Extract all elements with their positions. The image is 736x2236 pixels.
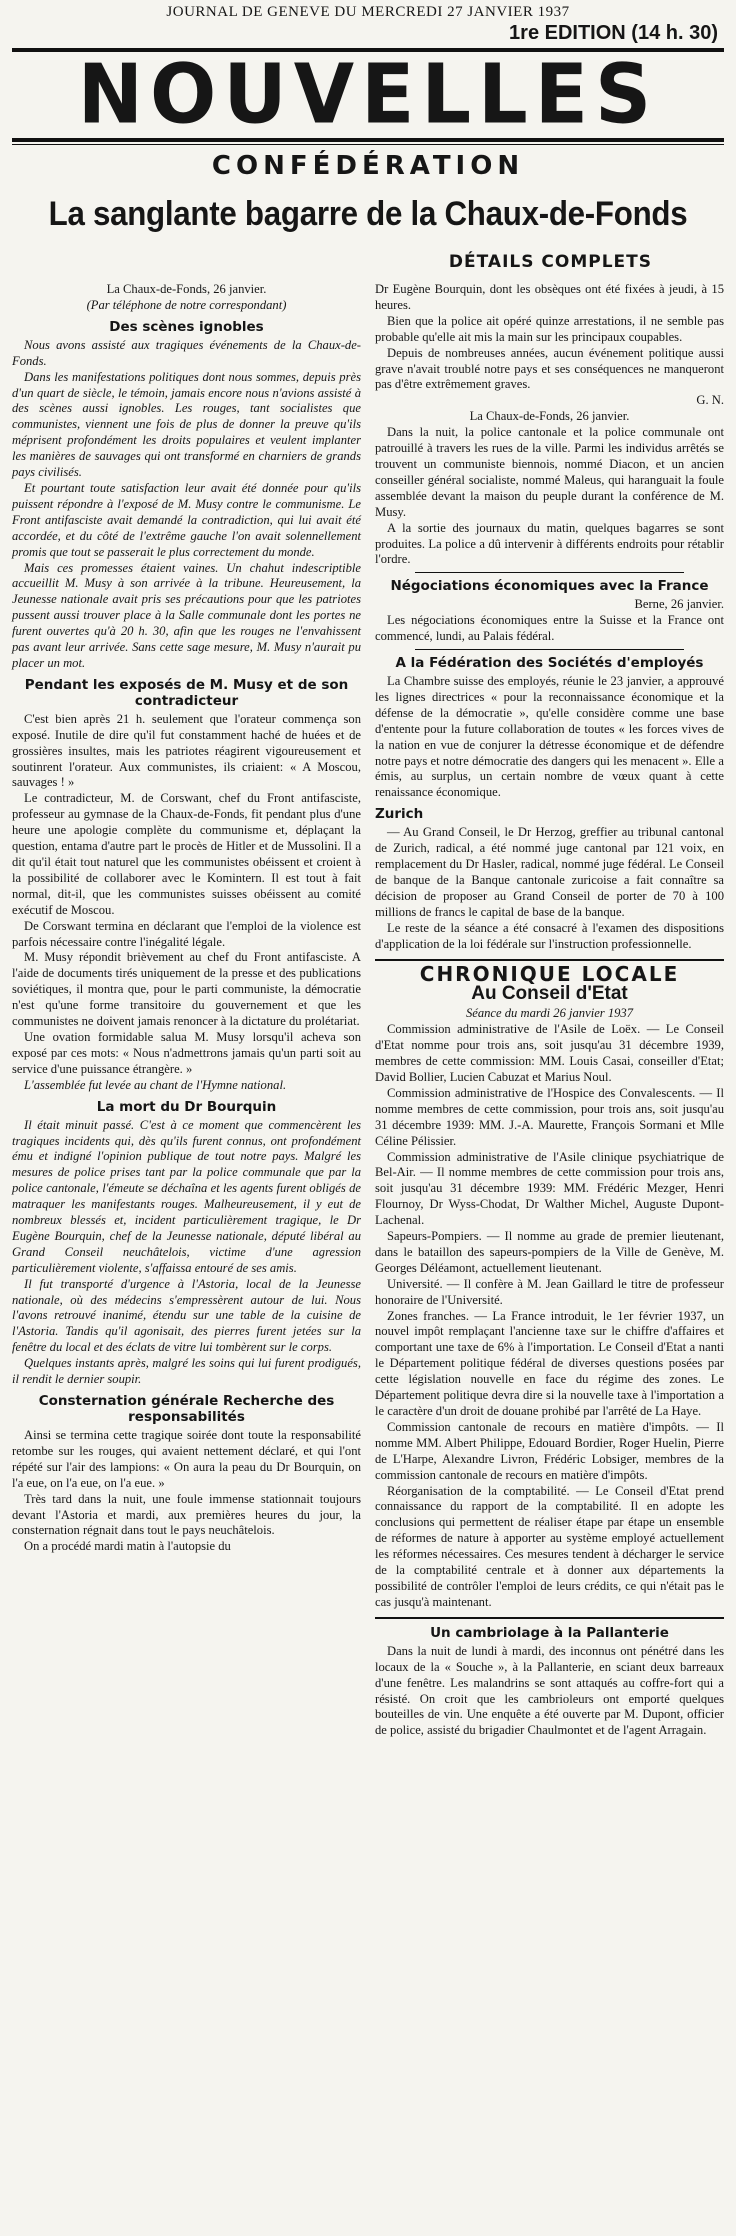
paragraph: A la sortie des journaux du matin, quelques bagarres se sont produites. La police a dû intervenir à différents endroits pour rétablir l'ordre.	[375, 520, 724, 567]
paragraph: Dans la nuit de lundi à mardi, des inconnus ont pénétré dans les locaux de la « Souche », à la Pallanterie, en sciant deux barreaux d'une fenêtre. Les malandrins se sont attaqués au coffre-fort qui a résisté. On croit que les cambrioleurs ont emporté quelques bouteilles de vin. Une enquête a été ouverte par M. Dupont, officier de police, assisté du brigadier Chaulmontet et de l'agent Arragain.	[375, 1643, 724, 1738]
paragraph: Bien que la police ait opéré quinze arrestations, il ne semble pas probable qu'elle ait mis la main sur les principaux coupables.	[375, 313, 724, 344]
paragraph: Nous avons assisté aux tragiques événements de la Chaux-de-Fonds.	[12, 337, 361, 368]
subsection-title: CONFÉDÉRATION	[211, 151, 525, 181]
left-column	[12, 282, 361, 1739]
column-headline: Au Conseil d'Etat	[471, 983, 628, 1005]
paragraph: Les négociations économiques entre la Suisse et la France ont commencé, lundi, au Palais fédéral.	[375, 613, 724, 644]
paragraph: Commission administrative de l'Asile clinique psychiatrique de Bel-Air. — Il nomme membres de cette commission pour trois ans, soit jusqu'au 31 décembre 1939: MM. Frédéric Mezger, Henri Flournoy, Dr Wyss-Chodat, Dr Walther Michel, Auguste Dupont-Lachenal.	[375, 1149, 724, 1228]
paragraph: La Chambre suisse des employés, réunie le 23 janvier, a approuvé les lignes directrices « pour la reconnaissance économique et la défense de la démocratie », qu'elle considère comme une base d'entente pour la future collaboration de toutes « les forces vives de la nation en vue de conjurer la détresse économique et de défendre notre pays et notre démocratie des dangers qui les menacent ». Elle a émis, au surplus, un certain nombre de vœux quant à cette renaissance économique.	[375, 674, 724, 800]
paragraph: — Au Grand Conseil, le Dr Herzog, greffier au tribunal cantonal de Zurich, radical, a été nommé juge cantonal par 121 voix, en remplacement du Dr Hasler, radical, nommé juge fédéral. Le Conseil de banque de la Banque cantonale zuricoise a fait connaître sa décision de proposer au Grand Conseil de porter de 70 à 100 millions de francs le capital de base de la banque.	[375, 825, 724, 919]
separator	[375, 959, 724, 961]
paragraph: Sapeurs-Pompiers. — Il nomme au grade de premier lieutenant, dans le bataillon des sapeurs-pompiers de la Ville de Genève, M. Georges Déléamont, actuellement lieutenant.	[375, 1229, 724, 1275]
right-column	[375, 282, 724, 1739]
masthead: JOURNAL DE GENEVE DU MERCREDI 27 JANVIER 1937	[166, 4, 570, 20]
headline: La sanglante bagarre de la Chaux-de-Fonds	[48, 195, 688, 233]
section-rule-thin	[12, 144, 724, 145]
section-title: NOUVELLES	[77, 47, 659, 143]
article-columns	[12, 282, 724, 1739]
subheading: Zurich	[375, 806, 424, 823]
paragraph: Commission administrative de l'Hospice des Convalescents. — Il nomme membres de cette commission, pour trois ans, soit jusqu'au 31 décembre 1939: MM. J.-A. Maurette, François Sormani et Mlle Céline Pélissier.	[375, 1085, 724, 1148]
paragraph: Depuis de nombreuses années, aucun événement politique aussi grave n'avait troublé notre pays et ses conséquences ne manqueront pas d'être extrêmement graves.	[375, 345, 724, 392]
paragraph: Université. — Il confère à M. Jean Gaillard le titre de professeur honoraire de l'Université.	[375, 1276, 724, 1307]
subheading: Un cambriolage à la Pallanterie	[430, 1624, 669, 1641]
paragraph: Le reste de la séance a été consacré à l'examen des dispositions d'application de la loi fédérale sur l'instruction professionnelle.	[375, 920, 724, 951]
paragraph: Ainsi se termina cette tragique soirée dont toute la responsabilité retombe sur les rouges, qui avaient nettement déclaré, et qui l'ont répété sur l'air des lampions: « On aura la peau du Dr Bourquin, on l'a eue, on l'a eue, on l'a eue. »	[12, 1428, 361, 1490]
paragraph: Dans les manifestations politiques dont nous sommes, depuis près d'un quart de siècle, le témoin, jamais encore nous n'avions assisté à des scènes aussi ignobles. Les rouges, tant socialistes que communistes, viennent une fois de plus de donner la preuve qu'ils méprisent profondément les droits populaires et veulent implanter les manières de sauvages qui ont transformé en charniers de grands pays civilisés.	[12, 369, 361, 480]
separator	[415, 649, 684, 650]
subheading: Négociations économiques avec la France	[390, 578, 709, 595]
subheading: A la Fédération des Sociétés d'employés	[395, 655, 704, 672]
deck: DÉTAILS COMPLETS	[448, 252, 652, 272]
paragraph: Il était minuit passé. C'est à ce moment que commencèrent les tragiques incidents qui, dès qu'ils furent connus, ont profondément ému et indigné l'opinion publique de tout notre pays. Malgré les mesures de police prises tant par la police communale que par la police cantonale, l'émeute se déchaîna et les agents furent obligés de matraquer les manifestants rouges. Malheureusement, il y eut de nombreux blessés et, incident particulièrement tragique, le Dr Eugène Bourquin, chef de la Jeunesse nationale, député libéral au Grand Conseil neuchâtelois, victime d'une agression particulièrement violente, s'affaissa entouré de ses amis.	[12, 1117, 361, 1275]
paragraph: Il fut transporté d'urgence à l'Astoria, local de la Jeunesse nationale, où des médecins s'empressèrent autour de lui. Nous l'avons retrouvé inanimé, étendu sur une table de la cuisine de l'Astoria. Tandis qu'il agonisait, des pierres furent jetées sur la fenêtre du local et des éclats de vitre lui tombèrent sur le corps.	[12, 1276, 361, 1355]
subheading: La mort du Dr Bourquin	[96, 1098, 277, 1115]
paragraph: Commission administrative de l'Asile de Loëx. — Le Conseil d'Etat nomme pour trois ans, soit jusqu'au 31 décembre 1939, membres de cette commission: MM. Louis Casai, conseiller d'Etat; David Bollier, Lucien Cabuzat et Marius Noul.	[375, 1022, 724, 1084]
paragraph: Le contradicteur, M. de Corswant, chef du Front antifasciste, professeur au gymnase de la Chaux-de-Fonds, fit pendant plus d'une heure une apologie complète du communisme et, déplaçant la question, entama d'autre part le procès de Hitler et de Mussolini. Il a dit qu'il était tout naturel que les communistes obéissent et croient à la possibilité de collaborer avec le Komintern. Il est tout à fait normal, dit-il, que les communistes suisses obéissent au comité exécutif de Moscou.	[12, 791, 361, 917]
paragraph: Une ovation formidable salua M. Musy lorsqu'il acheva son exposé par ces mots: « Nous n'admettrons jamais qu'un parti soit au service d'une puissance étrangère. »	[12, 1029, 361, 1076]
separator	[415, 572, 684, 573]
subheading: Consternation générale Recherche des responsabilités	[38, 1393, 335, 1425]
paragraph: L'assemblée fut levée au chant de l'Hymne national.	[24, 1077, 287, 1092]
paragraph: Très tard dans la nuit, une foule immense stationnait toujours devant l'Astoria et mardi, aux premières heures du jour, la consternation régnait dans tout le pays neuchâtelois.	[12, 1491, 361, 1538]
subheading: Pendant les exposés de M. Musy et de son contradicteur	[24, 676, 349, 709]
paragraph: De Corswant termina en déclarant que l'emploi de la violence est parfois nécessaire contre l'inégalité légale.	[12, 918, 361, 949]
paragraph: (Par téléphone de notre correspondant)	[86, 297, 287, 312]
subheading: Des scènes ignobles	[109, 318, 264, 335]
paragraph: La Chaux-de-Fonds, 26 janvier.	[106, 282, 267, 296]
edition-label: 1re EDITION (14 h. 30)	[509, 22, 718, 44]
paragraph: On a procédé mardi matin à l'autopsie du	[24, 1539, 231, 1554]
paragraph: Commission cantonale de recours en matière d'impôts. — Il nomme MM. Albert Philippe, Edouard Bordier, Roger Huelin, Pierre de L'Harpe, Alexandre Livron, Frédéric Lobsiger, membres de la commission cantonale de recours en matière d'impôts.	[375, 1419, 724, 1482]
paragraph: Dr Eugène Bourquin, dont les obsèques ont été fixées à jeudi, à 15 heures.	[375, 282, 724, 312]
paragraph: Réorganisation de la comptabilité. — Le Conseil d'Etat prend connaissance du rapport de la comptabilité. Il en adopte les conclusions qui permettent de réaliser étape par étape un ensemble de réformes de nature à apporter au système employé actuellement les réformes nécessaires. Ces mesures tendent à décharger le service de la comptabilité centrale et à donner aux départements la possibilité de contrôler l'emploi de leurs crédits, ce qui n'était pas le cas jusqu'à maintenant.	[375, 1483, 724, 1609]
paragraph: Berne, 26 janvier.	[634, 597, 724, 612]
paragraph: M. Musy répondit brièvement au chef du Front antifasciste. A l'aide de documents tirés uniquement de la presse et des publications soviétiques, il montra que, pour le parti communiste, la démocratie n'est qu'une forme transitoire du gouvernement et que les communistes ne doivent jamais renoncer à la dictature du prolétariat.	[12, 950, 361, 1029]
paragraph: Séance du mardi 26 janvier 1937	[465, 1006, 634, 1021]
paragraph: La Chaux-de-Fonds, 26 janvier.	[469, 409, 630, 424]
paragraph: Quelques instants après, malgré les soins qui lui furent prodigués, il rendit le dernier soupir.	[12, 1356, 361, 1387]
column-section-title: CHRONIQUE LOCALE	[419, 961, 680, 986]
paragraph: Mais ces promesses étaient vaines. Un chahut indescriptible accueillit M. Musy à son arrivée à la tribune. Heureusement, la Jeunesse nationale avait pris ses précautions pour que les patriotes pussent aussi trouver place à la Salle communale dont les portes ne furent ouvertes qu'à 20 h. 30, afin que les rouges ne l'envahissent pas avant leur arrivée. Sans cette sage mesure, M. Musy n'aurait pu placer un mot.	[12, 560, 361, 670]
paragraph: G. N.	[696, 393, 724, 408]
paragraph: Et pourtant toute satisfaction leur avait été donnée pour qu'ils puissent répondre à l'exposé de M. Musy contre le communisme. Le Front antifasciste avait demandé la contradiction, qui lui avait été accordée, et du côté de l'extrême gauche l'on avait solennellement promis que tout se passerait le plus correctement du monde.	[12, 480, 361, 559]
paragraph: C'est bien après 21 h. seulement que l'orateur commença son exposé. Inutile de dire qu'il fut constamment haché de huées et de grossières insultes, mais les patriotes réagirent vigoureusement et soutinrent l'orateur. Aux communistes, ils criaient: « A Moscou, sauvages ! »	[12, 711, 361, 790]
paragraph: Dans la nuit, la police cantonale et la police communale ont patrouillé à travers les rues de la ville. Parmi les individus arrêtés se trouvent un communiste biennois, nommé Diacon, et un ancien conseiller général socialiste, nommé Maleus, qui haranguait la foule assemblée devant la maison du peuple durant la conférence de M. Musy.	[375, 425, 724, 519]
separator	[375, 1617, 724, 1619]
paragraph: Zones franches. — La France introduit, le 1er février 1937, un nouvel impôt remplaçant l'ancienne taxe sur le chiffre d'affaires et comportant une taxe de 6% à l'importation. Le Conseil d'Etat a nanti le Département politique fédéral de diverses questions posées par cette législation nouvelle en face du régime des zones. Le Département politique devra dire si la nouvelle taxe à l'importation a le caractère d'un droit de douane prohibé par l'arrêté de La Haye.	[375, 1308, 724, 1418]
